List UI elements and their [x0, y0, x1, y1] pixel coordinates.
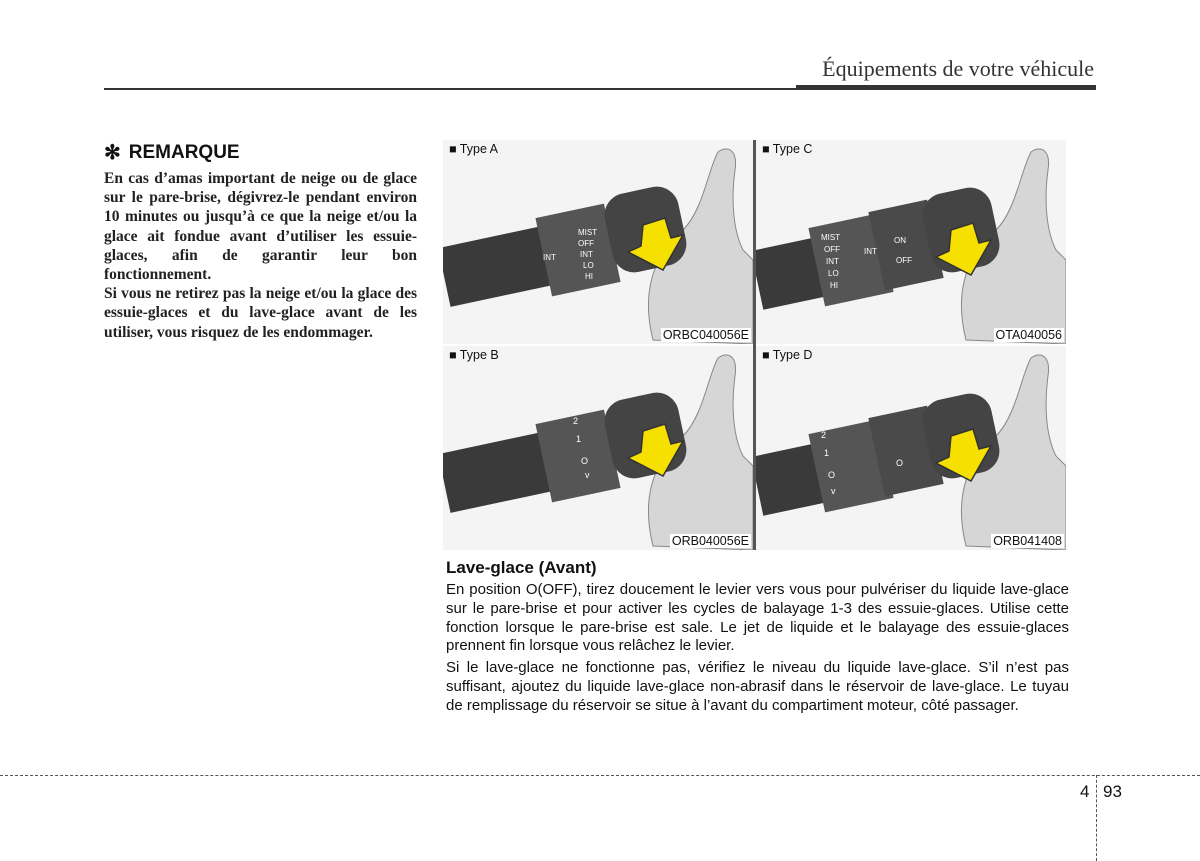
- lever-mark: MIST: [578, 228, 598, 237]
- figure-label: ■ Type D: [762, 348, 813, 362]
- header-rule-thick: [796, 85, 1096, 90]
- wiper-lever-illustration: [443, 346, 753, 550]
- lever-mark: HI: [830, 281, 838, 290]
- figure-label: ■ Type B: [449, 348, 499, 362]
- remark-paragraph-2: Si vous ne retirez pas la neige et/ou la glace des essuie-glaces et du lave-glace avant de les utiliser, vous risquez de les endommager.: [104, 285, 417, 341]
- page-header-title: Équipements de votre véhicule: [822, 56, 1094, 81]
- lever-mark: INT: [826, 257, 839, 266]
- lever-mark: LO: [583, 261, 594, 270]
- section-paragraph-1: En position O(OFF), tirez doucement le levier vers vous pour pulvériser du liquide lave-glace sur le pare-brise et pour activer les cycles de balayage 1-3 des essuie-glaces. Utilise cette fonction lorsque le pare-brise est sale. Le jet de liquide et le balayage des essuie-glaces prennent fin lorsque vous relâchez le levier.: [446, 581, 1069, 655]
- page-number: 93: [1103, 782, 1122, 801]
- lever-mark: 1: [824, 448, 830, 458]
- lever-mark: O: [828, 470, 836, 480]
- figure-type-b: [443, 346, 753, 550]
- lever-mark: INT: [543, 253, 556, 262]
- wiper-lever-figures: [443, 140, 1070, 550]
- chapter-number: 4: [1080, 782, 1090, 801]
- lever-mark: INT: [864, 247, 877, 256]
- lever-mark: v: [585, 470, 590, 480]
- lever-mark: ON: [894, 236, 906, 245]
- figure-code: ORBC040056E: [662, 328, 749, 342]
- figure-type-c: [756, 140, 1066, 344]
- figure-label: ■ Type A: [449, 142, 499, 156]
- remark-note: [104, 140, 417, 342]
- lever-mark: LO: [828, 269, 839, 278]
- lever-mark: O: [896, 458, 904, 468]
- section-paragraph-2: Si le lave-glace ne fonctionne pas, vérifiez le niveau du liquide lave-glace. S’il n’est pas suffisant, ajoutez du liquide lave-glace non-abrasif dans le réservoir de lave-glace. Le tuyau de remplissage du réservoir se situe à l’avant du compartiment moteur, côté passager.: [446, 659, 1069, 714]
- lever-mark: 1: [576, 434, 582, 444]
- lever-mark: MIST: [821, 233, 841, 242]
- remark-title-text: REMARQUE: [128, 141, 240, 163]
- figure-code: ORB040056E: [671, 534, 749, 548]
- lever-mark: OFF: [824, 245, 840, 254]
- lever-mark: HI: [585, 272, 593, 281]
- lever-mark: OFF: [578, 239, 594, 248]
- footer-dashed-rule: [0, 775, 1200, 776]
- figure-label: ■ Type C: [762, 142, 813, 156]
- section-title: Lave-glace (Avant): [446, 558, 597, 577]
- asterisk-star-icon: ✻: [104, 142, 121, 164]
- washer-section: [446, 558, 1069, 719]
- remark-paragraph-1: En cas d’amas important de neige ou de glace sur le pare-brise, dégivrez-le pendant environ 10 minutes ou jusqu’à ce que la neige et/ou la glace ait fondue avant d’utiliser les essuie-glaces, afin de garantir leur bon fonctionnement.: [104, 170, 417, 284]
- figure-code: OTA040056: [995, 328, 1062, 342]
- lever-mark: OFF: [896, 256, 912, 265]
- figure-type-a: [443, 140, 753, 344]
- footer-dashed-divider: [1096, 775, 1097, 861]
- remark-title: [104, 140, 417, 165]
- lever-mark: INT: [580, 250, 593, 259]
- lever-mark: 2: [573, 416, 579, 426]
- lever-mark: O: [581, 456, 589, 466]
- lever-mark: 2: [821, 430, 827, 440]
- wiper-lever-illustration: [756, 346, 1066, 550]
- wiper-lever-illustration: [443, 140, 753, 344]
- figure-type-d: [756, 346, 1066, 550]
- figure-code: ORB041408: [993, 534, 1062, 548]
- wiper-lever-illustration: [756, 140, 1066, 344]
- lever-mark: v: [831, 486, 836, 496]
- figure-divider: [753, 140, 756, 550]
